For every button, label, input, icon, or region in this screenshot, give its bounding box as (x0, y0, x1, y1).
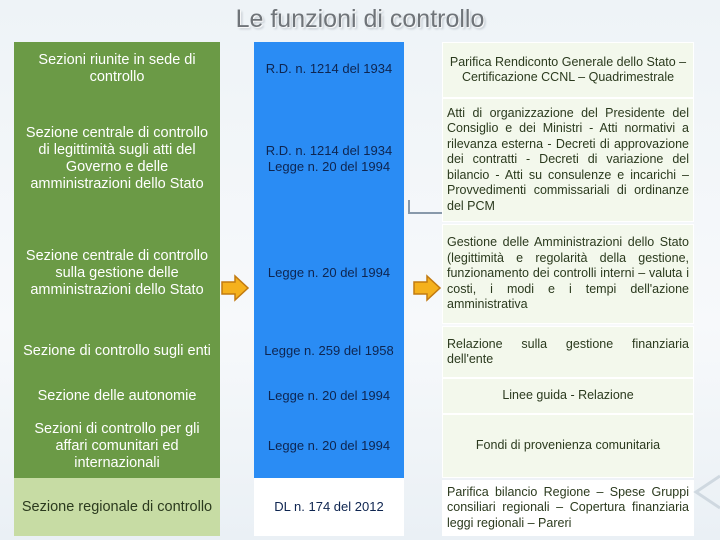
functions-comunitari (442, 414, 694, 478)
section-legittimita (14, 96, 220, 222)
functions-gestione (442, 224, 694, 324)
functions-autonomie (442, 378, 694, 414)
section-label: Sezione centrale di controllo sulla gestione delle amministrazioni dello Stato (25, 247, 209, 298)
functions-text: Linee guida - Relazione (502, 388, 634, 403)
functions-text: Parifica Rendiconto Generale dello Stato – Certificazione CCNL – Quadrimestrale (449, 54, 687, 84)
law-label: R.D. n. 1214 del 1934 (265, 143, 393, 158)
slide-title: Le funzioni di controllo (235, 5, 485, 33)
section-enti (14, 324, 220, 378)
law-autonomie (254, 378, 404, 414)
connector-line (408, 200, 442, 214)
functions-text: Parifica bilancio Regione – Spese Gruppi consiliari regionali – Copertura finanziaria leggi regionali – Pareri (447, 484, 689, 530)
law-label: Legge n. 20 del 1994 (267, 265, 391, 280)
functions-legittimita (442, 98, 694, 222)
functions-text: Fondi di provenienza comunitaria (475, 438, 661, 453)
law-gestione (254, 222, 404, 324)
law-riunite (254, 42, 404, 96)
law-comunitari (254, 414, 404, 478)
law-label: Legge n. 20 del 1994 (267, 159, 391, 174)
section-label: Sezione regionale di controllo (21, 498, 213, 515)
law-label: DL n. 174 del 2012 (274, 499, 384, 514)
arrow-right-icon (220, 274, 250, 302)
law-enti (254, 324, 404, 378)
law-label: R.D. n. 1214 del 1934 (265, 61, 393, 76)
section-label: Sezioni di controllo per gli affari comunitari ed internazionali (34, 420, 200, 471)
functions-text: Relazione sulla gestione finanziaria dell'ente (447, 336, 689, 366)
functions-regionale (442, 480, 694, 536)
section-label: Sezioni riunite in sede di controllo (38, 52, 196, 85)
section-label: Sezione centrale di controllo di legittimità sugli atti del Governo e delle amministrazioni dello Stato (25, 125, 209, 192)
law-legittimita (254, 96, 404, 222)
law-label: Legge n. 20 del 1994 (267, 438, 391, 453)
functions-text: Gestione delle Amministrazioni dello Stato (legittimità e regolarità della gestione, funzionamento dei controlli interni – valuta i costi, i modi e i tempi dell'azione amministrativa (447, 235, 689, 312)
section-gestione (14, 222, 220, 324)
section-regionale (14, 478, 220, 536)
law-regionale (254, 478, 404, 536)
functions-enti (442, 326, 694, 378)
section-autonomie (14, 378, 220, 414)
section-label: Sezione di controllo sugli enti (23, 342, 211, 359)
law-label: Legge n. 20 del 1994 (267, 388, 391, 403)
functions-text: Atti di organizzazione del Presidente del Consiglio e dei Ministri - Atti normativi a rilevanza esterna - Decreti di approvazione dei contratti - Decreti di variazione del bilancio - Atti su consulenze e incarichi – Provvedimenti commissariali di ordinanze del PCM (447, 105, 689, 213)
arrow-right-icon (412, 274, 442, 302)
section-comunitari (14, 414, 220, 478)
section-riunite (14, 42, 220, 96)
law-label: Legge n. 259 del 1958 (264, 343, 394, 358)
functions-riunite (442, 42, 694, 98)
section-label: Sezione delle autonomie (37, 387, 197, 404)
corner-decoration-icon (690, 470, 720, 510)
